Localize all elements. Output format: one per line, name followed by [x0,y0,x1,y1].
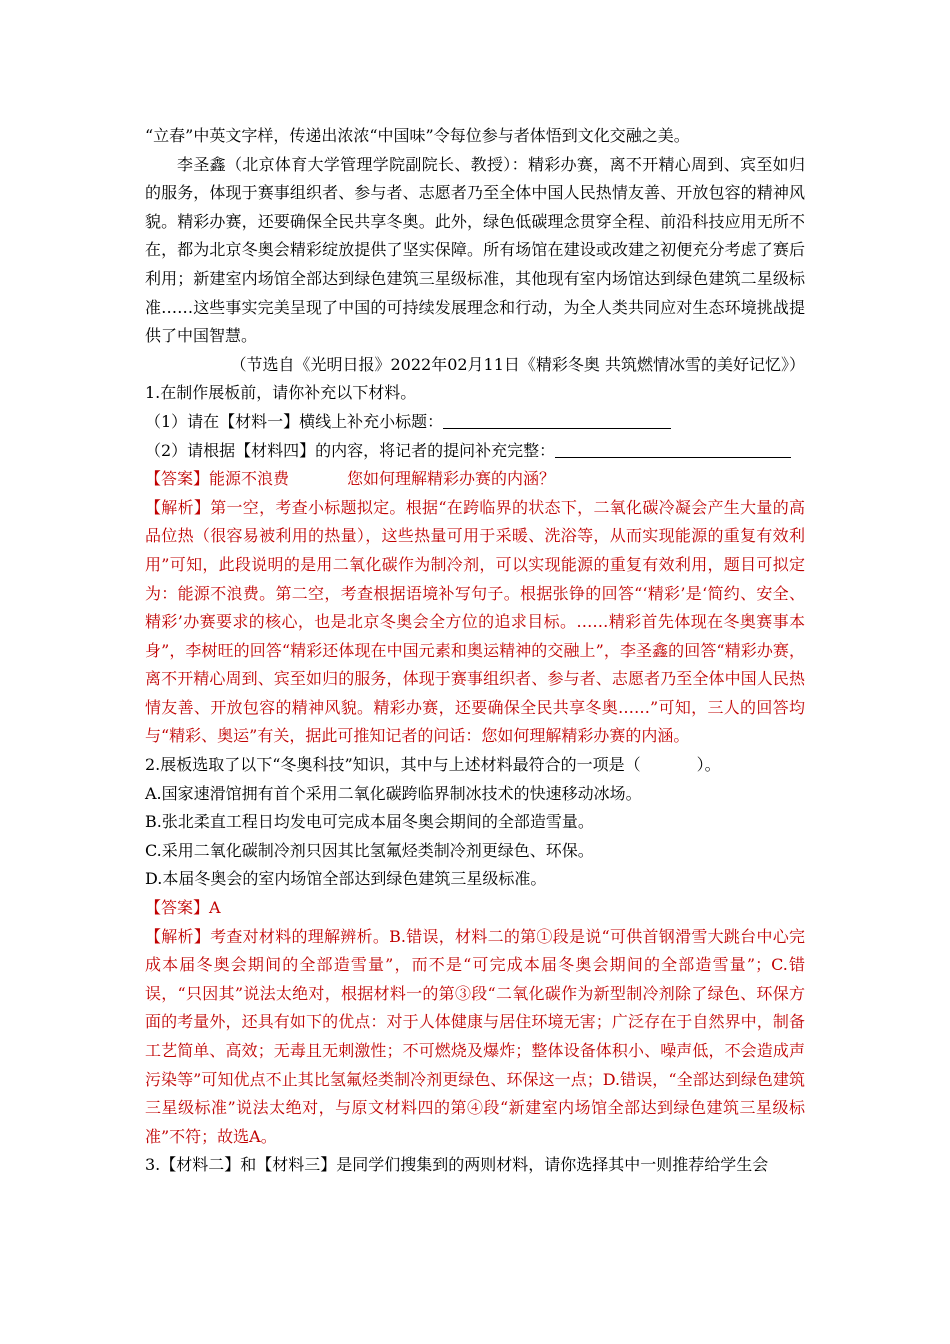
q1-answer-b: 您如何理解精彩办赛的内涵？ [347,469,556,489]
q2-answer-value: A [209,898,221,918]
q2-answer [145,894,805,923]
q2-stem [145,751,805,780]
q1-analysis-tag: 【解析】 [145,497,211,517]
q3-stem: 3.【材料二】和【材料三】是同学们搜集到的两则材料，请你选择其中一则推荐给学生会 [145,1155,769,1175]
q2-stem-end: ）。 [696,755,721,775]
q1-stem: 1.在制作展板前，请你补充以下材料。 [145,383,417,403]
q2-analysis-text: 考查对材料的理解辨析。B.错误，材料二的第①段是说“可供首钢滑雪大跳台中心完成本届冬奥会期间的全部造雪量”，而不是“可完成本届冬奥会期间的全部造雪量”；C.错误，“只因其”说法太绝对，根据材料一的第③段“二氧化碳作为新型制冷剂除了绿色、环保方面的考量外，还具有如下的优点：对于人体健康与居住环境无害；广泛存在于自然界中，制备工艺简单、高效；无毒且无刺激性；不可燃烧及爆炸；整体设备体积小、噪声低，不会造成声污染等”可知优点不止其比氢氟烃类制冷剂更绿色、环保这一点；D.错误，“全部达到绿色建筑三星级标准”说法太绝对，与原文材料四的第④段“新建室内场馆全部达到绿色建筑三星级标准”不符；故选A。 [145,926,805,1146]
q1-sub2-blank [555,439,791,458]
material-intro-line: “立春”中英文字样，传递出浓浓“中国味”令每位参与者体悟到文化交融之美。 [145,126,690,145]
q2-answer-tag: 【答案】 [145,898,210,918]
source-citation: （节选自《光明日报》2022年02月11日《精彩冬奥 共筑燃情冰雪的美好记忆》） [230,354,805,374]
li-shengxin-paragraph: 李圣鑫（北京体育大学管理学院副院长、教授）：精彩办赛，离不开精心周到、宾至如归的服务，体现于赛事组织者、参与者、志愿者乃至全体中国人民热情友善、开放包容的精神风貌。精彩办赛，还要确保全民共享冬奥。此外，绿色低碳理念贯穿全程、前沿科技应用无所不在，都为北京冬奥会精彩绽放提供了坚实保障。所有场馆在建设或改建之初便充分考虑了赛后利用；新建室内场馆全部达到绿色建筑三星级标准，其他现有室内场馆达到绿色建筑二星级标准……这些事实完美呈现了中国的可持续发展理念和行动，为全人类共同应对生态环境挑战提供了中国智慧。 [145,154,805,346]
q1-sub1-text: （1）请在【材料一】横线上补充小标题： [145,411,444,431]
q2-analysis-tag: 【解析】 [145,926,211,946]
q1-sub1-blank [443,410,671,429]
q1-analysis-text: 第一空，考查小标题拟定。根据“在跨临界的状态下，二氧化碳冷凝会产生大量的高品位热（很容易被利用的热量），这些热量可用于采暖、洗浴等，从而实现能源的重复有效利用”可知，此段说明的是用二氧化碳作为制冷剂，可以实现能源的重复有效利用，题目可拟定为：能源不浪费。第二空，考查根据语境补写句子。根据张铮的回答“‘精彩’是‘简约、安全、精彩’办赛要求的核心，也是北京冬奥会全方位的追求目标。……精彩首先体现在冬奥赛事本身”，李树旺的回答“精彩还体现在中国元素和奥运精神的交融上”，李圣鑫的回答“精彩办赛，离不开精心周到、宾至如归的服务，体现于赛事组织者、参与者、志愿者乃至全体中国人民热情友善、开放包容的精神风貌。精彩办赛，还要确保全民共享冬奥……”可知，三人的回答均与“精彩、奥运”有关，据此可推知记者的问话：您如何理解精彩办赛的内涵。 [145,497,805,746]
q1-answer-tag: 【答案】 [145,469,210,489]
q1-sub2 [145,437,805,466]
q1-sub2-text: （2）请根据【材料四】的内容，将记者的提问补充完整： [145,440,556,460]
document-page [145,122,805,1180]
q1-sub1 [145,408,805,437]
q2-analysis [145,923,805,1152]
q1-answer-a: 能源不浪费 [209,469,290,489]
q1-analysis [145,494,805,751]
q2-option-b: B.张北柔直工程日均发电可完成本届冬奥会期间的全部造雪量。 [145,812,594,832]
q2-option-d: D.本届冬奥会的室内场馆全部达到绿色建筑三星级标准。 [145,869,547,889]
q2-option-a: A.国家速滑馆拥有首个采用二氧化碳跨临界制冰技术的快速移动冰场。 [145,783,642,803]
q1-answer [145,465,805,494]
q2-stem-text: 2.展板选取了以下“冬奥科技”知识，其中与上述材料最符合的一项是（ [145,755,641,775]
q2-option-c: C.采用二氧化碳制冷剂只因其比氢氟烃类制冷剂更绿色、环保。 [145,840,594,860]
